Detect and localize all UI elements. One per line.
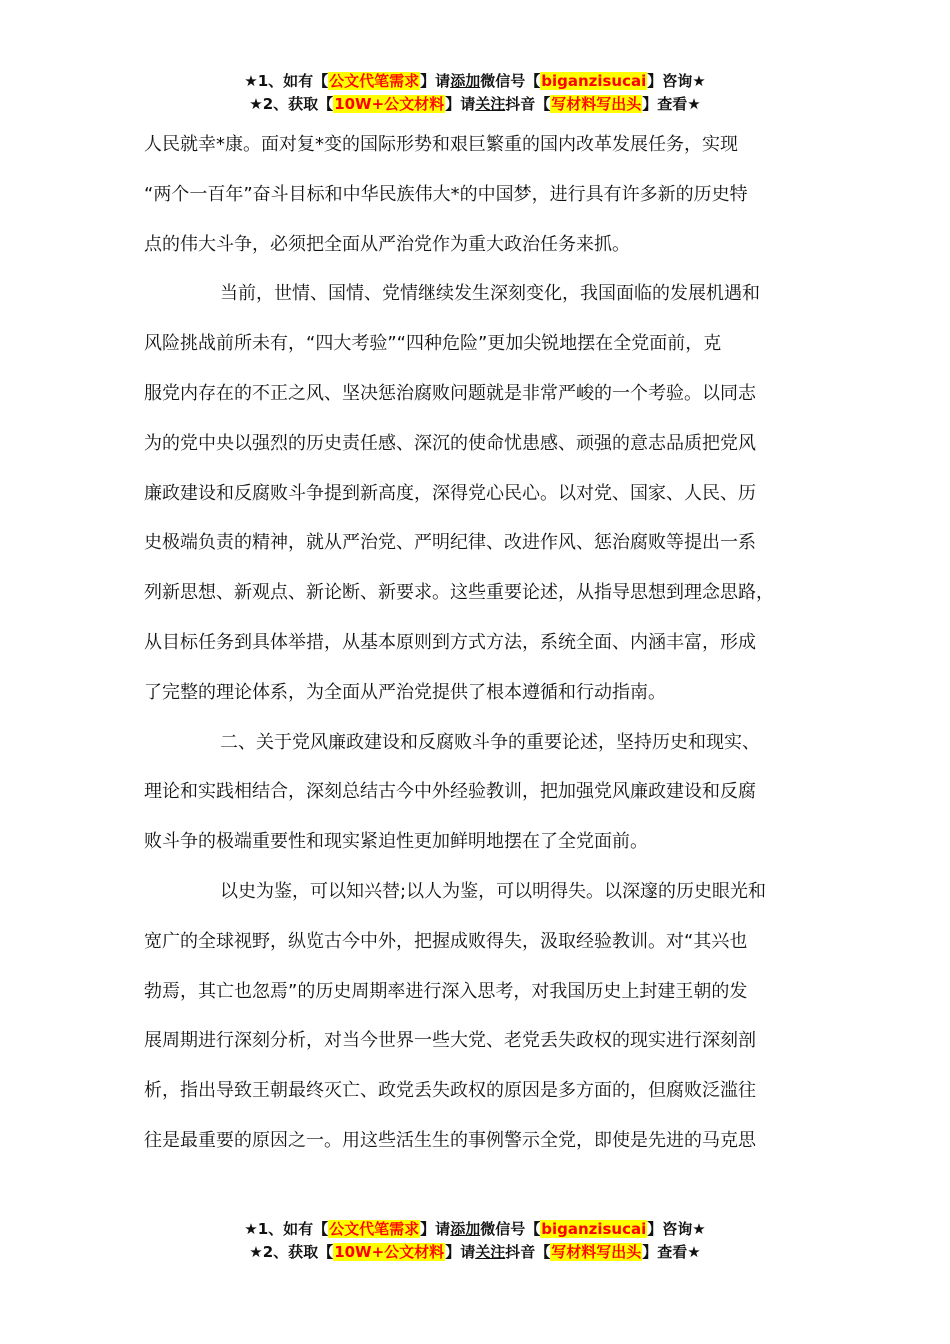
banner-underlined: 添加 — [450, 72, 481, 90]
banner-text: 】咨询★ — [647, 72, 706, 90]
text-line: 宽广的全球视野，纵览古今中外，把握成败得失，汲取经验教训。对“其兴也 — [144, 930, 748, 952]
text-line: 为的党中央以强烈的历史责任感、深沉的使命忧患感、顽强的意志品质把党风 — [144, 432, 756, 454]
banner-text: 抖音【 — [505, 1243, 551, 1261]
text-line: 展周期进行深刻分析，对当今世界一些大党、老党丢失政权的现实进行深刻剖 — [144, 1030, 756, 1052]
text-line: 二、关于党风廉政建设和反腐败斗争的重要论述，坚持历史和现实、 — [220, 731, 760, 753]
text-line: 析，指出导致王朝最终灭亡、政党丢失政权的原因是多方面的，但腐败泛滥往 — [144, 1080, 756, 1102]
footer-banner — [0, 1218, 950, 1264]
paragraph — [144, 867, 824, 1166]
text-line: 风险挑战前所未有，“四大考验”“四种危险”更加尖锐地摆在全党面前，克 — [144, 333, 722, 355]
banner-highlight: 10W+公文材料 — [334, 1243, 445, 1261]
paragraph — [144, 718, 824, 867]
text-line: 史极端负责的精神，就从严治党、严明纪律、改进作风、惩治腐败等提出一系 — [144, 532, 756, 554]
banner-underlined: 关注 — [475, 1243, 506, 1261]
text-line: “两个一百年”奋斗目标和中华民族伟大*的中国梦，进行具有许多新的历史特 — [144, 183, 748, 205]
paragraph — [144, 269, 824, 717]
banner-highlight: 写材料写出头 — [551, 1243, 642, 1261]
banner-underlined: 关注 — [475, 95, 506, 113]
text-line: 廉政建设和反腐败斗争提到新高度，深得党心民心。以对党、国家、人民、历 — [144, 482, 756, 504]
banner-highlight: 公文代笔需求 — [329, 1220, 420, 1238]
text-line: 当前，世情、国情、党情继续发生深刻变化，我国面临的发展机遇和 — [220, 283, 760, 305]
banner-text: 】请 — [445, 95, 476, 113]
text-line: 往是最重要的原因之一。用这些活生生的事例警示全党，即使是先进的马克思 — [144, 1129, 756, 1151]
text-line: 服党内存在的不正之风、坚决惩治腐败问题就是非常严峻的一个考验。以同志 — [144, 382, 756, 404]
banner-text: 微信号【 — [480, 1220, 541, 1238]
text-line: 以史为鉴，可以知兴替;以人为鉴，可以明得失。以深邃的历史眼光和 — [220, 880, 767, 902]
banner-highlight: biganzisucai — [541, 1220, 647, 1238]
banner-text: 】请 — [420, 72, 451, 90]
banner-line-1 — [0, 1218, 950, 1241]
banner-highlight: 公文代笔需求 — [329, 72, 420, 90]
text-line: 了完整的理论体系，为全面从严治党提供了根本遵循和行动指南。 — [144, 681, 666, 703]
banner-highlight: 10W+公文材料 — [334, 95, 445, 113]
banner-text: 微信号【 — [480, 72, 541, 90]
banner-text: 】请 — [445, 1243, 476, 1261]
text-line: 理论和实践相结合，深刻总结古今中外经验教训，把加强党风廉政建设和反腐 — [144, 781, 756, 803]
banner-text: ★2、获取【 — [249, 95, 334, 113]
banner-line-1 — [0, 70, 950, 93]
banner-text: ★1、如有【 — [244, 1220, 329, 1238]
banner-text: ★1、如有【 — [244, 72, 329, 90]
text-line: 勃焉，其亡也忽焉”的历史周期率进行深入思考，对我国历史上封建王朝的发 — [144, 980, 748, 1002]
banner-text: 】查看★ — [642, 95, 701, 113]
banner-text: 】查看★ — [642, 1243, 701, 1261]
document-body — [144, 120, 824, 1166]
banner-underlined: 添加 — [450, 1220, 481, 1238]
banner-line-2 — [0, 1241, 950, 1264]
banner-text: 】请 — [420, 1220, 451, 1238]
banner-highlight: 写材料写出头 — [551, 95, 642, 113]
text-line: 人民就幸*康。面对复*变的国际形势和艰巨繁重的国内改革发展任务，实现 — [144, 134, 738, 155]
banner-text: 】咨询★ — [647, 1220, 706, 1238]
paragraph — [144, 120, 824, 269]
banner-highlight: biganzisucai — [541, 72, 647, 90]
banner-line-2 — [0, 93, 950, 116]
header-banner — [0, 70, 950, 116]
text-line: 列新思想、新观点、新论断、新要求。这些重要论述，从指导思想到理念思路， — [144, 582, 774, 604]
banner-text: 抖音【 — [505, 95, 551, 113]
text-line: 点的伟大斗争，必须把全面从严治党作为重大政治任务来抓。 — [144, 233, 630, 255]
text-line: 败斗争的极端重要性和现实紧迫性更加鲜明地摆在了全党面前。 — [144, 831, 648, 853]
banner-text: ★2、获取【 — [249, 1243, 334, 1261]
text-line: 从目标任务到具体举措，从基本原则到方式方法，系统全面、内涵丰富，形成 — [144, 631, 756, 653]
